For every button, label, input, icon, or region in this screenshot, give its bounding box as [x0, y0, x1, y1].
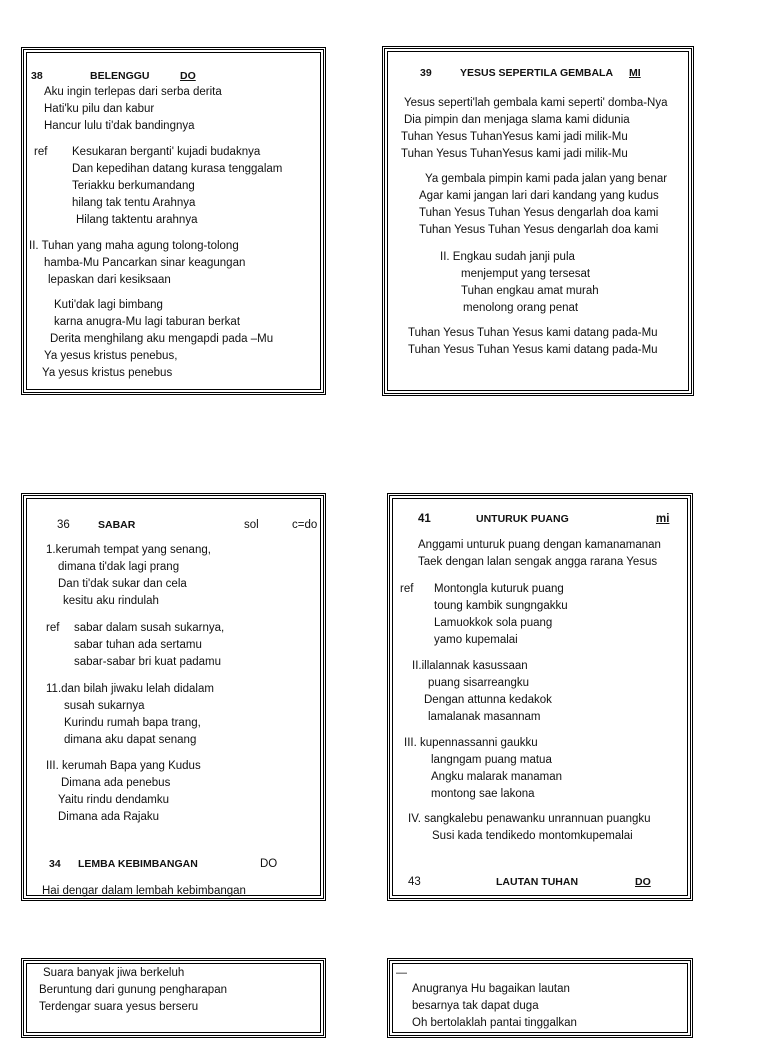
- lyric-line: Kuti'dak lagi bimbang: [54, 299, 163, 311]
- lyric-line: menjemput yang tersesat: [461, 268, 591, 280]
- song-card-36: [21, 493, 326, 901]
- lyric-line: Tuhan Yesus TuhanYesus kami jadi milik-Mu: [401, 131, 628, 143]
- next-song-title: LAUTAN TUHAN: [496, 876, 579, 888]
- song-number: 39: [420, 67, 432, 79]
- verse-2: [29, 238, 245, 289]
- song-title: BELENGGU: [90, 70, 150, 82]
- song-number: 41: [418, 513, 431, 525]
- next-song-key: DO: [260, 858, 278, 870]
- lyric-line: Yaitu rindu dendamku: [58, 794, 170, 806]
- lyric-line: Montongla kuturuk puang: [434, 583, 564, 595]
- lyric-line: montong sae lakona: [431, 788, 535, 800]
- lyric-line: Tuhan Yesus TuhanYesus kami jadi milik-Mu: [401, 148, 628, 160]
- lyric-line: Dengan attunna kedakok: [424, 694, 552, 706]
- lyric-line: Agar kami jangan lari dari kandang yang kudus: [419, 190, 659, 202]
- lyric-line: 11.dan bilah jiwaku lelah didalam: [46, 683, 214, 695]
- song-title: SABAR: [98, 519, 136, 531]
- song-card-partial-left: [21, 958, 326, 1038]
- verse-1: [418, 537, 661, 571]
- lyric-line: Ya gembala pimpin kami pada jalan yang benar: [425, 173, 668, 185]
- lyric-line: Hati'ku pilu dan kabur: [44, 103, 155, 115]
- verse-1: [46, 542, 211, 610]
- song-number: 38: [31, 70, 43, 82]
- lyric-line: Tuhan engkau amat murah: [461, 285, 599, 297]
- song-card-39: [382, 46, 694, 396]
- lyric-line: Tuhan Yesus Tuhan Yesus dengarlah doa kami: [419, 207, 659, 219]
- lyric-line: Hancur lulu ti'dak bandingnya: [44, 120, 195, 132]
- verse-3: [404, 735, 562, 803]
- song-title: UNTURUK PUANG: [476, 513, 569, 525]
- lyric-line: Terdengar suara yesus berseru: [39, 1001, 199, 1013]
- lyric-line: sabar dalam susah sukarnya,: [74, 622, 225, 634]
- lyric-line: Tuhan Yesus Tuhan Yesus kami datang pada-Mu: [408, 344, 658, 356]
- lyric-line: Lamuokkok sola puang: [434, 617, 553, 629]
- next-song-key: DO: [635, 876, 651, 888]
- lyric-line: Taek dengan lalan sengak angga rarana Yesus: [418, 556, 658, 568]
- ref-label: ref: [34, 146, 48, 158]
- song-key: sol: [244, 519, 259, 531]
- verse-1: [401, 95, 668, 163]
- song-key: MI: [629, 67, 641, 79]
- lyric-line: Ya yesus kristus penebus,: [44, 350, 178, 362]
- ref-label: ref: [400, 583, 414, 595]
- verse-2: [46, 681, 214, 749]
- lyric-line: Suara banyak jiwa berkeluh: [43, 967, 185, 979]
- verse-3: [440, 249, 599, 317]
- lyric-line: dimana aku dapat senang: [64, 734, 197, 746]
- lyric-line: Oh bertolaklah pantai tinggalkan: [412, 1017, 577, 1029]
- lyric-line: Angku malarak manaman: [431, 771, 563, 783]
- lyric-line: 1.kerumah tempat yang senang,: [46, 544, 211, 556]
- ref-label: ref: [46, 622, 60, 634]
- next-song-title: LEMBA KEBIMBANGAN: [78, 858, 198, 870]
- song-key-do: c=do: [292, 519, 318, 531]
- lyric-line: III. kupennassanni gaukku: [404, 737, 538, 749]
- verse-lines: [39, 965, 227, 1016]
- song-card-partial-right: [387, 958, 693, 1038]
- lyric-line: III. kerumah Bapa yang Kudus: [46, 760, 201, 772]
- lyric-line: langngam puang matua: [431, 754, 552, 766]
- lyric-line: Yesus seperti'lah gembala kami seperti' domba-Nya: [404, 97, 668, 109]
- verse-3: [44, 297, 273, 382]
- refrain: [434, 581, 568, 649]
- lyric-line: yamo kupemalai: [434, 634, 518, 646]
- song-key: DO: [180, 70, 196, 82]
- lyric-line: Dimana ada Rajaku: [58, 811, 160, 823]
- song-number: 36: [57, 519, 70, 531]
- lyric-line: Kesukaran berganti' kujadi budaknya: [72, 146, 261, 158]
- song-card-38: [21, 47, 326, 395]
- lyric-line: Dimana ada penebus: [61, 777, 171, 789]
- lyric-line: besarnya tak dapat duga: [412, 1000, 539, 1012]
- lyric-line: lamalanak masannam: [428, 711, 541, 723]
- song-key: mi: [656, 513, 670, 525]
- lyric-line: II. Tuhan yang maha agung tolong-tolong: [29, 240, 239, 252]
- lyric-line: puang sisarreangku: [428, 677, 530, 689]
- verse-lines: [412, 981, 577, 1032]
- next-song-number: 43: [408, 876, 421, 888]
- verse-2: [412, 658, 552, 726]
- refrain: [72, 144, 282, 229]
- lyric-line: Kurindu rumah bapa trang,: [64, 717, 201, 729]
- lyric-line: Beruntung dari gunung pengharapan: [39, 984, 227, 996]
- separator-dash: —: [396, 967, 407, 979]
- song-title: YESUS SEPERTILA GEMBALA: [460, 67, 614, 79]
- lyric-line: menolong orang penat: [463, 302, 579, 314]
- lyric-line: hamba-Mu Pancarkan sinar keagungan: [44, 257, 246, 269]
- lyric-line: Ya yesus kristus penebus: [42, 367, 173, 379]
- next-song-first-line: Hai dengar dalam lembah kebimbangan: [42, 885, 246, 897]
- lyric-line: Dan ti'dak sukar dan cela: [58, 578, 187, 590]
- lyric-line: lepaskan dari kesiksaan: [48, 274, 171, 286]
- lyric-line: IV. sangkalebu penawanku unrannuan puangku: [408, 813, 651, 825]
- lyric-line: Derita menghilang aku mengapdi pada –Mu: [50, 333, 274, 345]
- lyric-line: sabar tuhan ada sertamu: [74, 639, 202, 651]
- lyric-line: hilang tak tentu Arahnya: [72, 197, 196, 209]
- verse-1: [44, 84, 222, 135]
- lyric-line: dimana ti'dak lagi prang: [58, 561, 180, 573]
- lyric-line: karna anugra-Mu lagi taburan berkat: [54, 316, 241, 328]
- next-song-number: 34: [49, 858, 61, 870]
- lyric-line: Aku ingin terlepas dari serba derita: [44, 86, 222, 98]
- verse-4: [408, 811, 651, 845]
- song-card-41: [387, 493, 693, 901]
- lyric-line: II.illalannak kasussaan: [412, 660, 528, 672]
- lyric-line: Hilang taktentu arahnya: [76, 214, 198, 226]
- lyric-line: Tuhan Yesus Tuhan Yesus kami datang pada-Mu: [408, 327, 658, 339]
- refrain: [74, 620, 224, 671]
- verse-4: [408, 325, 658, 359]
- verse-2: [419, 171, 667, 239]
- lyric-line: Susi kada tendikedo montomkupemalai: [432, 830, 633, 842]
- lyric-line: Tuhan Yesus Tuhan Yesus dengarlah doa kami: [419, 224, 659, 236]
- lyric-line: toung kambik sungngakku: [434, 600, 568, 612]
- lyric-line: susah sukarnya: [64, 700, 145, 712]
- lyric-line: sabar-sabar bri kuat padamu: [74, 656, 222, 668]
- lyric-line: Dan kepedihan datang kurasa tenggalam: [72, 163, 283, 175]
- verse-3: [46, 758, 201, 826]
- lyric-line: Anugranya Hu bagaikan lautan: [412, 983, 570, 995]
- lyric-line: kesitu aku rindulah: [63, 595, 159, 607]
- lyric-line: Dia pimpin dan menjaga slama kami didunia: [404, 114, 630, 126]
- lyric-line: Teriakku berkumandang: [72, 180, 195, 192]
- lyric-line: II. Engkau sudah janji pula: [440, 251, 575, 263]
- lyric-line: Anggami unturuk puang dengan kamanamanan: [418, 539, 661, 551]
